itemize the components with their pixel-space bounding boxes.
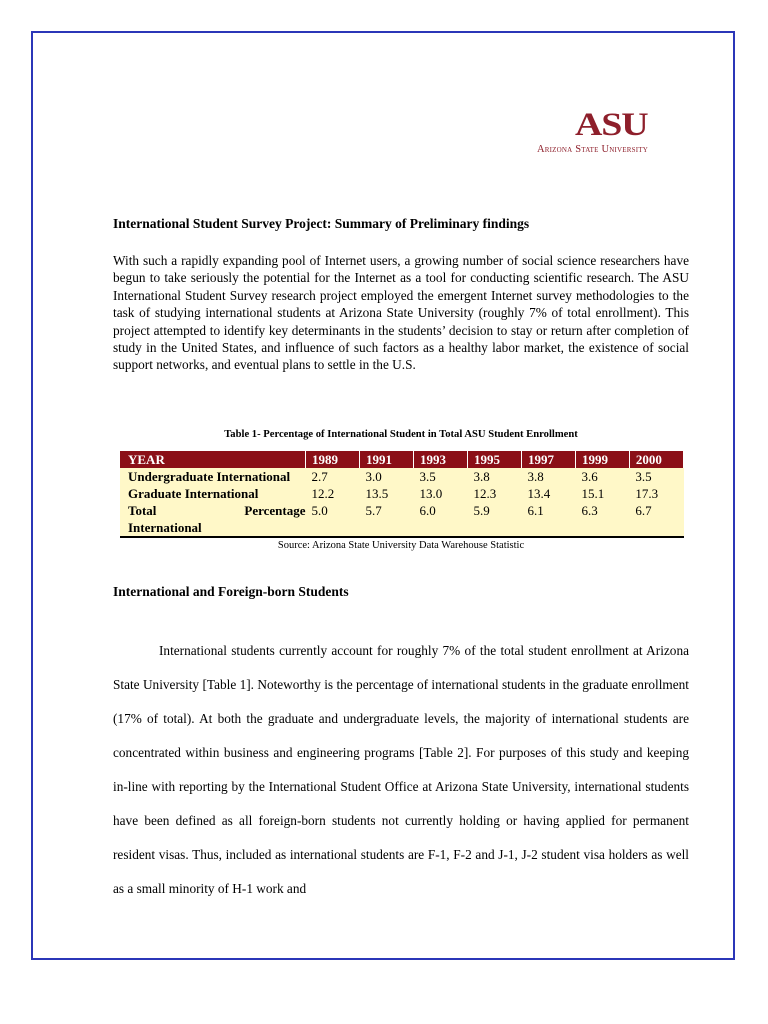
body-paragraph: International students currently account for roughly 7% of the total student enrollment at Arizona State University [Table 1]. Noteworthy is the percentage of international students in the graduate enrollment (17% of total). At both the graduate and undergraduate levels, the majority of international students are concentrated within business and engineering programs [Table 2]. For purposes of this study and keeping in-line with reporting by the International Student Office at Arizona State University, international students have been defined as all foreign-born students not currently holding or having applied for permanent resident visas. Thus, included as international students are F-1, F-2 and J-1, J-2 student visa holders as well as a small minority of H-1 work and bbox=[113, 643, 689, 896]
cell: 13.4 bbox=[521, 485, 575, 502]
intro-paragraph: With such a rapidly expanding pool of Internet users, a growing number of social science researchers have begun to take seriously the potential for the Internet as a tool for conducting scientific research. The ASU International Student Survey research project employed the emergent Internet survey methodologies to the task of studying international students at Arizona State University (roughly 7% of total enrollment). This project attempted to identify key determinants in the students’ decision to stay or return after completion of study in the United States, and influence of such factors as a healthy labor market, the existence of social support networks, and eventual plans to settle in the U.S. bbox=[113, 253, 689, 373]
header-year: 1995 bbox=[467, 451, 521, 468]
section-heading: International and Foreign-born Students bbox=[113, 584, 349, 599]
cell: 13.5 bbox=[360, 485, 414, 502]
row-label-part: Total bbox=[128, 503, 157, 518]
cell: 5.9 bbox=[467, 502, 521, 537]
header-year: 1989 bbox=[306, 451, 360, 468]
cell: 2.7 bbox=[306, 468, 360, 485]
cell: 12.3 bbox=[467, 485, 521, 502]
asu-logo bbox=[537, 108, 685, 158]
table-row-graduate bbox=[120, 485, 684, 502]
cell: 6.0 bbox=[413, 502, 467, 537]
cell: 3.8 bbox=[467, 468, 521, 485]
cell: 15.1 bbox=[575, 485, 629, 502]
row-label-part: Percentage bbox=[244, 503, 306, 518]
cell: 3.5 bbox=[629, 468, 683, 485]
enrollment-table bbox=[120, 451, 684, 538]
row-label-part: International bbox=[128, 520, 202, 535]
header-year: 1999 bbox=[575, 451, 629, 468]
cell: 6.3 bbox=[575, 502, 629, 537]
cell: 3.5 bbox=[413, 468, 467, 485]
table-row-total bbox=[120, 502, 684, 537]
table-row-undergraduate bbox=[120, 468, 684, 485]
header-year-label: YEAR bbox=[120, 451, 306, 468]
cell: 6.1 bbox=[521, 502, 575, 537]
document-title: International Student Survey Project: Summary of Preliminary findings bbox=[113, 216, 530, 231]
header-year: 1997 bbox=[521, 451, 575, 468]
cell: 3.0 bbox=[360, 468, 414, 485]
header-year: 2000 bbox=[629, 451, 683, 468]
cell: 3.8 bbox=[521, 468, 575, 485]
table-source: Source: Arizona State University Data Warehouse Statistic bbox=[277, 540, 525, 551]
table-caption: Table 1- Percentage of International Student in Total ASU Student Enrollment bbox=[224, 429, 578, 440]
cell: 13.0 bbox=[413, 485, 467, 502]
row-label: Graduate International bbox=[120, 485, 306, 502]
cell: 5.0 bbox=[306, 502, 360, 537]
logo-university-name: Arizona State University bbox=[537, 144, 648, 155]
row-label: Undergraduate International bbox=[120, 468, 306, 485]
cell: 6.7 bbox=[629, 502, 683, 537]
row-label-total bbox=[120, 502, 306, 537]
cell: 3.6 bbox=[575, 468, 629, 485]
header-year: 1993 bbox=[413, 451, 467, 468]
cell: 17.3 bbox=[629, 485, 683, 502]
header-year: 1991 bbox=[360, 451, 414, 468]
cell: 12.2 bbox=[306, 485, 360, 502]
table-header-row bbox=[120, 451, 684, 468]
cell: 5.7 bbox=[360, 502, 414, 537]
logo-mark: ASU bbox=[575, 107, 648, 143]
